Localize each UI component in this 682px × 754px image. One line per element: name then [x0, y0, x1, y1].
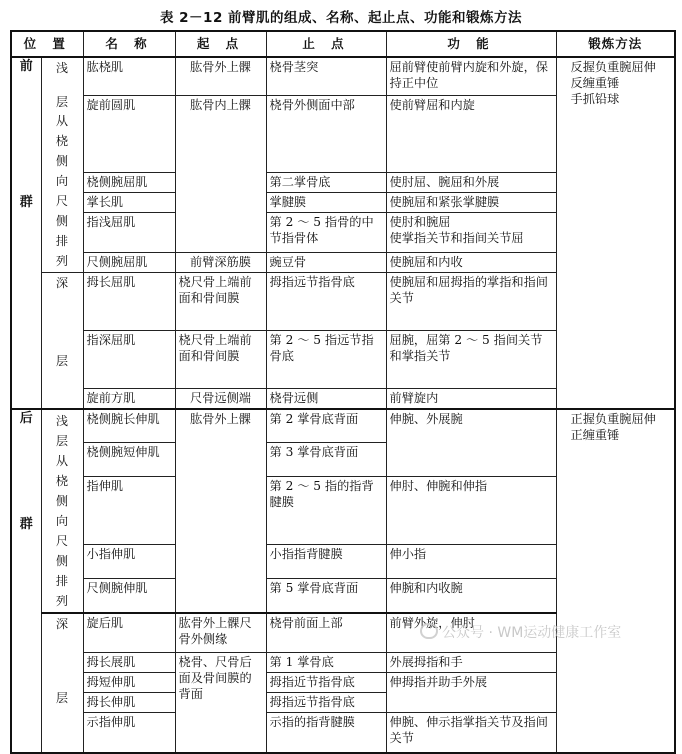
- muscle-insertion: 桡骨前面上部: [266, 613, 386, 653]
- muscle-function: 使腕屈和内收: [386, 253, 556, 273]
- muscle-origin: 桡骨、尺骨后面及骨间膜的背面: [175, 653, 266, 753]
- muscle-function: 伸小指: [386, 545, 556, 579]
- table-row: [11, 409, 675, 443]
- muscle-origin: 桡尺骨上端前面和骨间膜: [175, 273, 266, 331]
- muscle-name: 肱桡肌: [83, 57, 175, 95]
- muscle-insertion: 第 2 ～ 5 指远节指骨底: [266, 331, 386, 389]
- muscle-insertion: 第 3 掌骨底背面: [266, 443, 386, 477]
- back-superficial-label-2: 从桡侧向尺侧排列: [55, 453, 69, 608]
- muscle-function: 外展拇指和手: [386, 653, 556, 673]
- muscle-origin: 尺骨远侧端: [175, 389, 266, 409]
- back-group-char2: 群: [19, 516, 33, 532]
- muscle-insertion: 第二掌骨底: [266, 173, 386, 193]
- front-deep-label-2: 层: [55, 354, 69, 368]
- muscle-name: 拇长屈肌: [83, 273, 175, 331]
- muscle-name: 拇长伸肌: [83, 693, 175, 713]
- muscle-name: 旋后肌: [83, 613, 175, 653]
- muscle-name: 旋前方肌: [83, 389, 175, 409]
- header-insertion: 止 点: [266, 31, 386, 57]
- front-superficial-label-2: 层: [55, 95, 69, 109]
- muscle-function: 伸腕、外展腕: [386, 409, 556, 477]
- back-exercise-2: 正缠重锤: [570, 427, 620, 442]
- muscle-insertion: 拇指远节指骨底: [266, 273, 386, 331]
- front-deep-label-1: 深: [55, 276, 69, 290]
- watermark-text: 公众号 · WM运动健康工作室: [442, 625, 622, 641]
- muscle-origin: 肱骨外上髁: [175, 57, 266, 95]
- muscle-name: 指浅屈肌: [83, 213, 175, 253]
- front-superficial-label-1: 浅: [55, 61, 69, 75]
- muscle-name: 指伸肌: [83, 477, 175, 545]
- front-exercise-2: 反缠重锤: [570, 76, 620, 90]
- muscle-insertion: 豌豆骨: [266, 253, 386, 273]
- muscle-insertion: 拇指远节指骨底: [266, 693, 386, 713]
- watermark: [420, 622, 621, 642]
- muscle-name: 示指伸肌: [83, 713, 175, 753]
- muscle-name: 桡侧腕屈肌: [83, 173, 175, 193]
- muscle-function-line: 使肘和腕屈: [389, 215, 451, 229]
- muscle-insertion: 第 5 掌骨底背面: [266, 579, 386, 613]
- muscle-name: 掌长肌: [83, 193, 175, 213]
- muscle-name: 尺侧腕屈肌: [83, 253, 175, 273]
- muscle-function: 屈腕，屈第 2 ～ 5 指间关节和掌指关节: [386, 331, 556, 389]
- muscle-origin: 肱骨外上髁: [175, 409, 266, 613]
- wechat-icon: [420, 623, 438, 639]
- muscle-origin: 肱骨外上髁尺骨外侧缘: [175, 613, 266, 653]
- front-superficial-cell: [41, 57, 83, 273]
- back-group-cell: [11, 409, 41, 753]
- muscle-function: 伸肘、伸腕和伸指: [386, 477, 556, 545]
- header-name: 名 称: [83, 31, 175, 57]
- muscle-function: [386, 213, 556, 253]
- muscle-name: 拇短伸肌: [83, 673, 175, 693]
- back-superficial-label-1: 浅层: [55, 413, 69, 448]
- muscle-insertion: 第 2 ～ 5 指的指背腱膜: [266, 477, 386, 545]
- muscle-function: 使前臂屈和内旋: [386, 95, 556, 173]
- muscle-function: 使腕屈和屈拇指的掌指和指间关节: [386, 273, 556, 331]
- muscle-insertion: 桡骨远侧: [266, 389, 386, 409]
- muscle-name: 桡侧腕长伸肌: [83, 409, 175, 443]
- back-superficial-cell: [41, 409, 83, 613]
- muscle-function: 伸腕、伸示指掌指关节及指间关节: [386, 713, 556, 753]
- table-caption: 表 2－12 前臂肌的组成、名称、起止点、功能和锻炼方法: [159, 10, 523, 26]
- muscle-insertion: 掌腱膜: [266, 193, 386, 213]
- header-function: 功 能: [386, 31, 556, 57]
- muscle-name: 拇长展肌: [83, 653, 175, 673]
- muscle-function: 屈前臂使前臂内旋和外旋，保持正中位: [386, 57, 556, 95]
- front-group-cell: [11, 57, 41, 409]
- back-deep-label-2: 层: [55, 690, 69, 705]
- back-exercise-cell: [556, 409, 675, 753]
- muscle-insertion: 第 2 掌骨底背面: [266, 409, 386, 443]
- front-exercise-3: 手抓铅球: [570, 92, 620, 106]
- muscle-insertion: 第 1 掌骨底: [266, 653, 386, 673]
- muscle-origin: 前臂深筋膜: [175, 253, 266, 273]
- muscle-name: 尺侧腕伸肌: [83, 579, 175, 613]
- header-row: [11, 31, 675, 57]
- muscle-function: 使腕屈和紧张掌腱膜: [386, 193, 556, 213]
- muscle-name: 指深屈肌: [83, 331, 175, 389]
- header-position: 位 置: [11, 31, 83, 57]
- back-deep-label-1: 深: [55, 616, 69, 631]
- muscle-insertion: 示指的指背腱膜: [266, 713, 386, 753]
- header-origin: 起 点: [175, 31, 266, 57]
- muscle-insertion: 桡骨茎突: [266, 57, 386, 95]
- muscle-function: 伸腕和内收腕: [386, 579, 556, 613]
- front-deep-cell: [41, 273, 83, 409]
- back-exercise-1: 正握负重腕屈伸: [570, 411, 656, 426]
- muscle-name: 小指伸肌: [83, 545, 175, 579]
- back-deep-cell: [41, 613, 83, 753]
- back-group-char1: 后: [19, 410, 33, 426]
- table-row: [11, 57, 675, 95]
- muscle-insertion: 桡骨外侧面中部: [266, 95, 386, 173]
- front-group-char1: 前: [19, 59, 33, 74]
- muscle-function: 前臂外旋，伸肘: [386, 613, 556, 653]
- muscle-insertion: 第 2 ～ 5 指骨的中节指骨体: [266, 213, 386, 253]
- muscle-function: 伸拇指并助手外展: [386, 673, 556, 713]
- front-superficial-label-3: 从桡侧向尺侧排列: [55, 114, 69, 268]
- header-exercise: 锻炼方法: [556, 31, 675, 57]
- muscle-function: 使肘屈、腕屈和外展: [386, 173, 556, 193]
- muscle-insertion: 拇指近节指骨底: [266, 673, 386, 693]
- muscle-name: 桡侧腕短伸肌: [83, 443, 175, 477]
- muscle-function-line: 使掌指关节和指间关节屈: [389, 231, 524, 245]
- front-exercise-cell: [556, 57, 675, 409]
- muscle-insertion: 小指指背腱膜: [266, 545, 386, 579]
- muscle-origin: 肱骨内上髁: [175, 95, 266, 253]
- muscle-function: 前臂旋内: [386, 389, 556, 409]
- muscle-table: [10, 30, 676, 754]
- front-group-char2: 群: [19, 195, 33, 210]
- front-exercise-1: 反握负重腕屈伸: [570, 60, 656, 74]
- muscle-origin: 桡尺骨上端前面和骨间膜: [175, 331, 266, 389]
- muscle-name: 旋前圆肌: [83, 95, 175, 173]
